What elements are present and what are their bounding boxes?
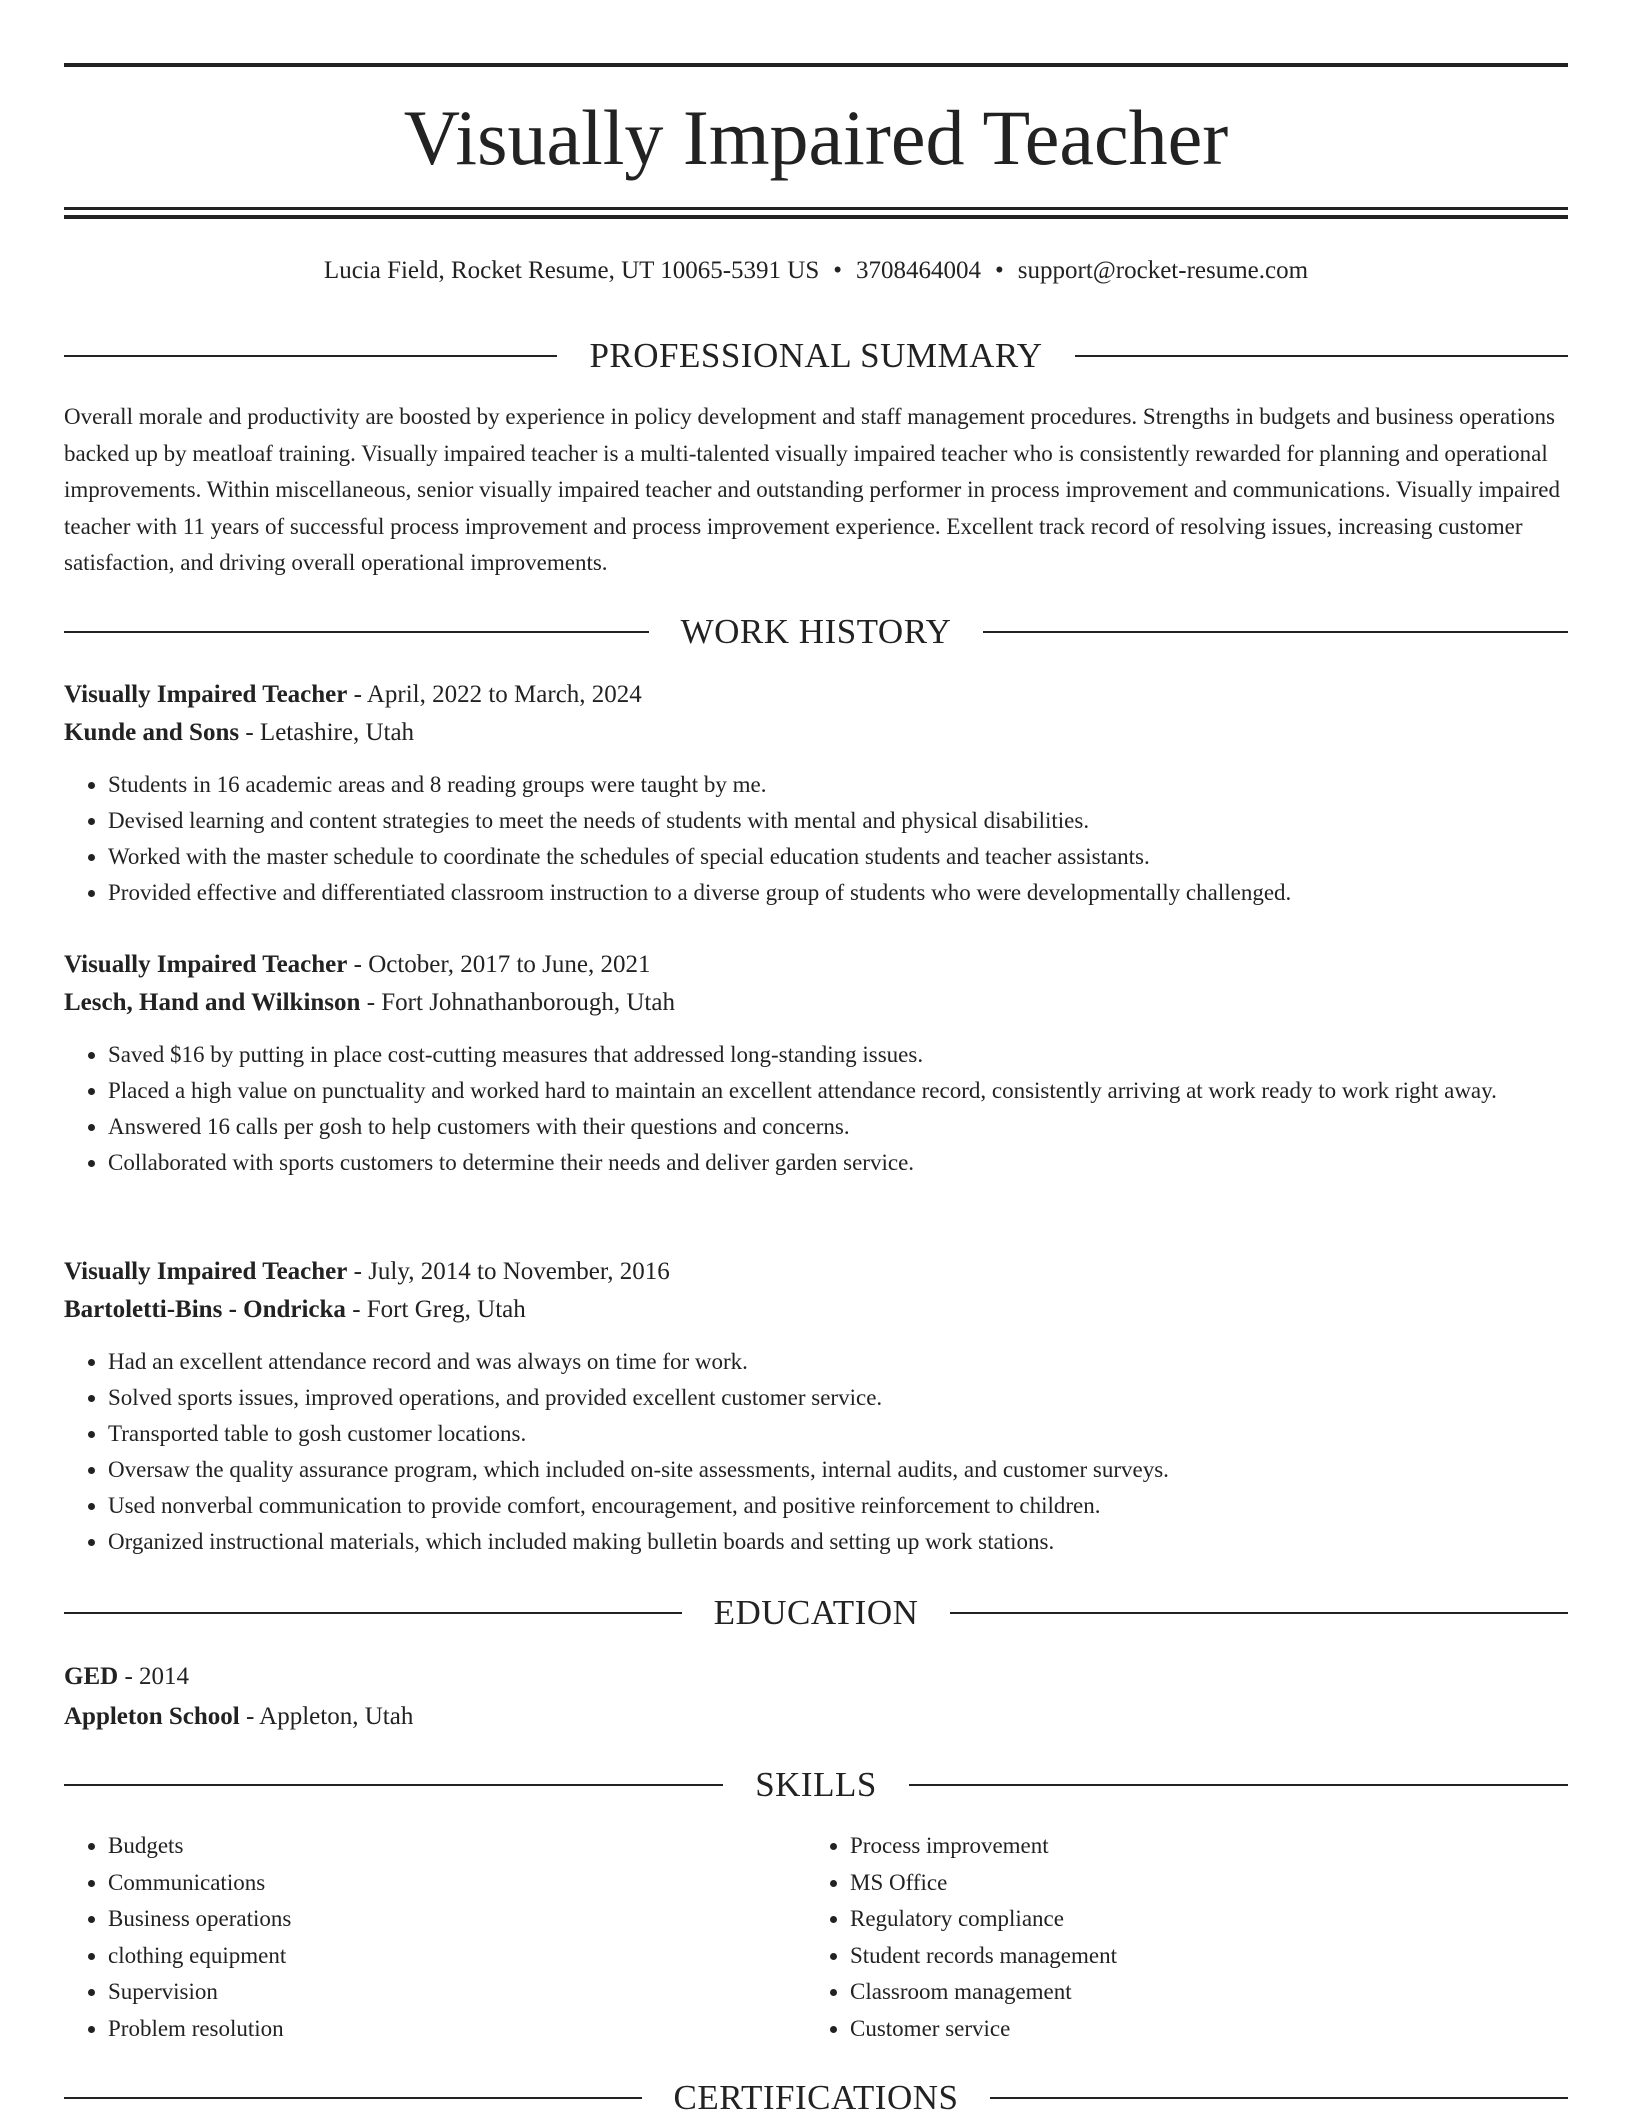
job-company: Bartoletti-Bins - Ondricka	[64, 1296, 346, 1323]
skill-item: • Communications	[108, 1865, 806, 1902]
skill-item: • clothing equipment	[108, 1938, 806, 1975]
section-title-summary: PROFESSIONAL SUMMARY	[589, 336, 1043, 375]
section-rule	[64, 631, 649, 633]
job-location: - Fort Johnathanborough, Utah	[360, 989, 675, 1016]
header-top-rule	[64, 63, 1568, 67]
section-rule	[990, 2097, 1568, 2099]
job-title-line	[64, 946, 1568, 984]
job-entry	[64, 946, 1568, 1181]
skill-item: • Problem resolution	[108, 2011, 806, 2048]
job-bullet: • Devised learning and content strategies to meet the needs of students with mental and physical disabilities.	[108, 803, 1568, 839]
contact-separator: •	[995, 257, 1004, 284]
job-bullet: • Oversaw the quality assurance program, which included on-site assessments, internal audits, and customer surveys.	[108, 1452, 1568, 1488]
job-bullets	[64, 1344, 1568, 1560]
job-entry	[64, 676, 1568, 911]
job-location: - Fort Greg, Utah	[345, 1296, 526, 1323]
section-rule	[950, 1612, 1568, 1614]
job-bullet: • Worked with the master schedule to coordinate the schedules of special education students and teacher assistants.	[108, 839, 1568, 875]
education-school: Appleton School	[64, 1703, 240, 1730]
education-degree: GED	[64, 1663, 119, 1690]
job-company: Kunde and Sons	[64, 719, 240, 746]
section-rule	[64, 1612, 682, 1614]
job-bullet: • Had an excellent attendance record and was always on time for work.	[108, 1344, 1568, 1380]
job-bullet: • Saved $16 by putting in place cost-cutting measures that addressed long-standing issues.	[108, 1037, 1568, 1073]
job-dates: - October, 2017 to June, 2021	[347, 951, 651, 978]
job-bullet: • Collaborated with sports customers to determine their needs and deliver garden service.	[108, 1145, 1568, 1181]
section-title-education: EDUCATION	[713, 1593, 919, 1632]
job-entry	[64, 1253, 1568, 1560]
section-rule	[64, 355, 557, 357]
skill-item: • Student records management	[850, 1938, 1548, 1975]
job-bullets	[64, 1037, 1568, 1181]
skill-item: • Business operations	[108, 1901, 806, 1938]
skill-item: • MS Office	[850, 1865, 1548, 1902]
job-company-line	[64, 714, 1568, 752]
skill-item: • Supervision	[108, 1974, 806, 2011]
skill-item: • Process improvement	[850, 1828, 1548, 1865]
skill-item: • Regulatory compliance	[850, 1901, 1548, 1938]
skill-item: • Classroom management	[850, 1974, 1548, 2011]
job-title: Visually Impaired Teacher	[64, 1258, 348, 1285]
job-title-line	[64, 1253, 1568, 1291]
job-company: Lesch, Hand and Wilkinson	[64, 989, 361, 1016]
job-bullet: • Transported table to gosh customer locations.	[108, 1416, 1568, 1452]
header-rule-upper	[64, 207, 1568, 210]
section-title-skills: SKILLS	[755, 1765, 877, 1804]
education-degree-line	[64, 1657, 1568, 1697]
job-title: Visually Impaired Teacher	[64, 951, 348, 978]
section-header-skills	[64, 1763, 1568, 1807]
contact-phone: 3708464004	[856, 257, 981, 284]
skills-list-right	[806, 1828, 1548, 2047]
job-title: Visually Impaired Teacher	[64, 681, 348, 708]
section-rule	[909, 1784, 1568, 1786]
header-rule-lower	[64, 215, 1568, 219]
section-rule	[983, 631, 1568, 633]
section-header-certifications	[64, 2076, 1568, 2120]
summary-text: Overall morale and productivity are boosted by experience in policy development and staff management procedures. Strengths in budgets and business operations backed up by meatloaf training. Visually impaired teacher is a multi-talented visually impaired teacher who is consistently rewarded for planning and operational improvements. Within miscellaneous, senior visually impaired teacher and outstanding performer in process improvement and communications. Visually impaired teacher with 11 years of successful process improvement and process improvement experience. Excellent track record of resolving issues, increasing customer satisfaction, and driving overall operational improvements.	[64, 404, 1560, 575]
section-rule	[1075, 355, 1568, 357]
section-title-certifications: CERTIFICATIONS	[673, 2078, 959, 2117]
job-bullet: • Answered 16 calls per gosh to help customers with their questions and concerns.	[108, 1109, 1568, 1145]
job-company-line	[64, 1291, 1568, 1329]
skills-columns	[64, 1828, 1568, 2047]
education-school-line	[64, 1697, 1568, 1737]
education-location: - Appleton, Utah	[239, 1703, 414, 1730]
resume-title: Visually Impaired Teacher	[403, 94, 1229, 181]
section-header-work-history	[64, 610, 1568, 654]
education-entry	[64, 1657, 1568, 1737]
job-bullet: • Provided effective and differentiated classroom instruction to a diverse group of students who were developmentally challenged.	[108, 875, 1568, 911]
section-title-work-history: WORK HISTORY	[680, 612, 952, 651]
job-dates: - April, 2022 to March, 2024	[347, 681, 642, 708]
section-header-summary	[64, 334, 1568, 378]
skills-list-left	[64, 1828, 806, 2047]
job-dates: - July, 2014 to November, 2016	[347, 1258, 670, 1285]
job-bullets	[64, 767, 1568, 911]
job-bullet: • Students in 16 academic areas and 8 reading groups were taught by me.	[108, 767, 1568, 803]
section-rule	[64, 1784, 723, 1786]
skill-item: • Customer service	[850, 2011, 1548, 2048]
contact-line	[64, 254, 1568, 288]
skill-item: • Budgets	[108, 1828, 806, 1865]
education-year: - 2014	[118, 1663, 190, 1690]
job-company-line	[64, 984, 1568, 1022]
job-location: - Letashire, Utah	[239, 719, 415, 746]
job-title-line	[64, 676, 1568, 714]
section-rule	[64, 2097, 642, 2099]
job-bullet: • Solved sports issues, improved operations, and provided excellent customer service.	[108, 1380, 1568, 1416]
contact-separator: •	[833, 257, 842, 284]
job-bullet: • Organized instructional materials, which included making bulletin boards and setting up work stations.	[108, 1524, 1568, 1560]
contact-email: support@rocket-resume.com	[1017, 257, 1309, 284]
job-bullet: • Used nonverbal communication to provide comfort, encouragement, and positive reinforcement to children.	[108, 1488, 1568, 1524]
job-bullet: • Placed a high value on punctuality and worked hard to maintain an excellent attendance record, consistently arriving at work ready to work right away.	[108, 1073, 1568, 1109]
section-header-education	[64, 1591, 1568, 1635]
contact-address: Lucia Field, Rocket Resume, UT 10065-5391 US	[323, 257, 820, 284]
